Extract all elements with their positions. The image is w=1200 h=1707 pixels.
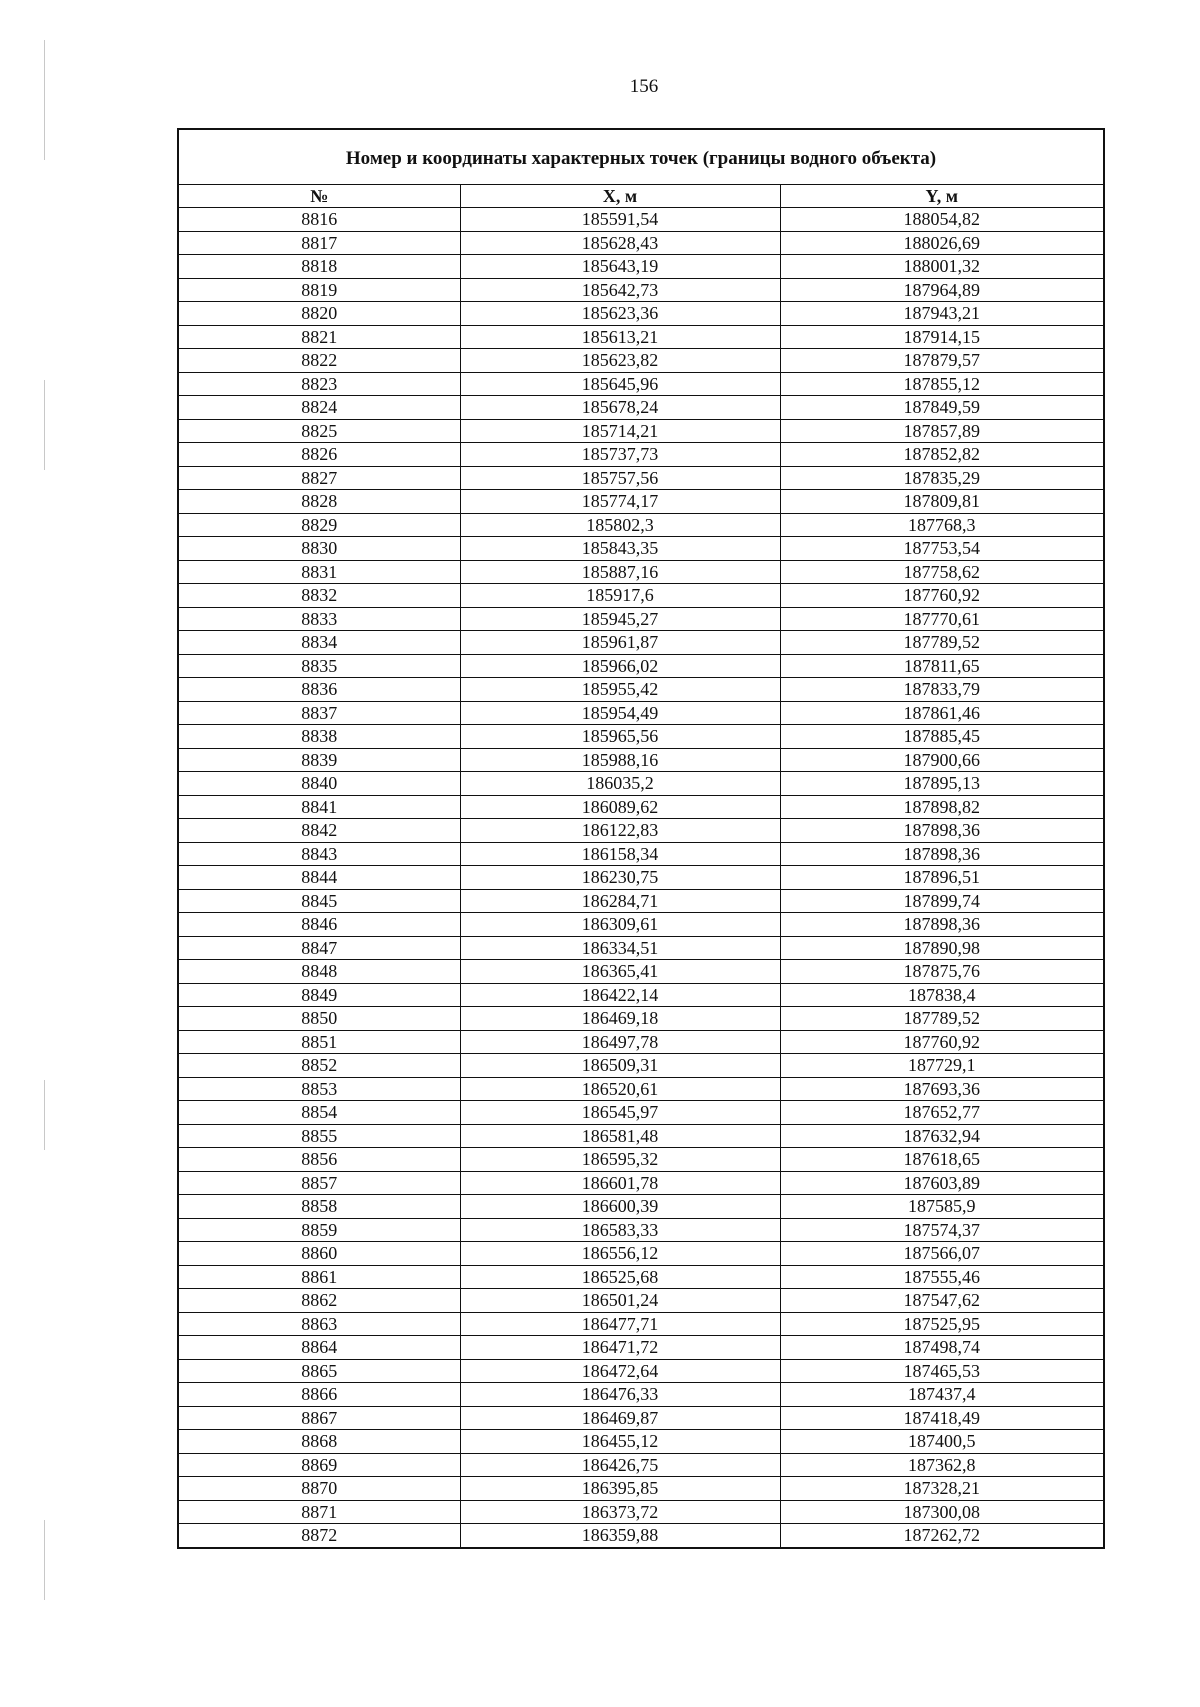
y-coordinate-cell: 187566,07 — [780, 1242, 1104, 1266]
table-row — [178, 466, 1104, 490]
table-row — [178, 1265, 1104, 1289]
x-coordinate-cell: 185802,3 — [460, 513, 780, 537]
x-coordinate-cell: 185642,73 — [460, 278, 780, 302]
table-header-row — [178, 185, 1104, 208]
y-coordinate-cell: 187898,82 — [780, 795, 1104, 819]
table-row — [178, 513, 1104, 537]
x-coordinate-cell: 186471,72 — [460, 1336, 780, 1360]
table-row — [178, 1007, 1104, 1031]
x-coordinate-cell: 185623,36 — [460, 302, 780, 326]
y-coordinate-cell: 187900,66 — [780, 748, 1104, 772]
table-row — [178, 960, 1104, 984]
y-coordinate-cell: 187574,37 — [780, 1218, 1104, 1242]
x-coordinate-cell: 186373,72 — [460, 1500, 780, 1524]
y-coordinate-cell: 187896,51 — [780, 866, 1104, 890]
x-coordinate-cell: 185628,43 — [460, 231, 780, 255]
table-row — [178, 772, 1104, 796]
y-coordinate-cell: 187811,65 — [780, 654, 1104, 678]
y-coordinate-cell: 187849,59 — [780, 396, 1104, 420]
y-coordinate-cell: 187693,36 — [780, 1077, 1104, 1101]
table-row — [178, 372, 1104, 396]
y-coordinate-cell: 187400,5 — [780, 1430, 1104, 1454]
y-coordinate-cell: 187555,46 — [780, 1265, 1104, 1289]
x-coordinate-cell: 186230,75 — [460, 866, 780, 890]
y-coordinate-cell: 187809,81 — [780, 490, 1104, 514]
table-row — [178, 396, 1104, 420]
point-number-cell: 8839 — [178, 748, 460, 772]
point-number-cell: 8851 — [178, 1030, 460, 1054]
x-coordinate-cell: 186476,33 — [460, 1383, 780, 1407]
y-coordinate-cell: 187328,21 — [780, 1477, 1104, 1501]
y-coordinate-cell: 187833,79 — [780, 678, 1104, 702]
x-coordinate-cell: 186501,24 — [460, 1289, 780, 1313]
y-coordinate-cell: 187875,76 — [780, 960, 1104, 984]
point-number-cell: 8833 — [178, 607, 460, 631]
point-number-cell: 8820 — [178, 302, 460, 326]
point-number-cell: 8867 — [178, 1406, 460, 1430]
x-coordinate-cell: 186472,64 — [460, 1359, 780, 1383]
y-coordinate-cell: 188026,69 — [780, 231, 1104, 255]
scan-artifact-line — [44, 40, 45, 160]
x-coordinate-cell: 185988,16 — [460, 748, 780, 772]
x-coordinate-cell: 186309,61 — [460, 913, 780, 937]
table-row — [178, 1171, 1104, 1195]
y-coordinate-cell: 187943,21 — [780, 302, 1104, 326]
point-number-cell: 8821 — [178, 325, 460, 349]
y-coordinate-cell: 187838,4 — [780, 983, 1104, 1007]
point-number-cell: 8847 — [178, 936, 460, 960]
point-number-cell: 8868 — [178, 1430, 460, 1454]
y-coordinate-cell: 187855,12 — [780, 372, 1104, 396]
point-number-cell: 8824 — [178, 396, 460, 420]
table-row — [178, 490, 1104, 514]
y-coordinate-cell: 187760,92 — [780, 1030, 1104, 1054]
table-row — [178, 725, 1104, 749]
point-number-cell: 8843 — [178, 842, 460, 866]
x-coordinate-cell: 185965,56 — [460, 725, 780, 749]
y-coordinate-cell: 187362,8 — [780, 1453, 1104, 1477]
point-number-cell: 8831 — [178, 560, 460, 584]
table-row — [178, 231, 1104, 255]
y-coordinate-cell: 187789,52 — [780, 631, 1104, 655]
table-row — [178, 842, 1104, 866]
point-number-cell: 8862 — [178, 1289, 460, 1313]
x-coordinate-cell: 186545,97 — [460, 1101, 780, 1125]
point-number-cell: 8866 — [178, 1383, 460, 1407]
scan-artifact-line — [44, 1520, 45, 1600]
point-number-cell: 8871 — [178, 1500, 460, 1524]
x-coordinate-cell: 185714,21 — [460, 419, 780, 443]
point-number-cell: 8836 — [178, 678, 460, 702]
y-coordinate-cell: 187885,45 — [780, 725, 1104, 749]
point-number-cell: 8861 — [178, 1265, 460, 1289]
table-caption-row — [178, 129, 1104, 185]
y-coordinate-cell: 187753,54 — [780, 537, 1104, 561]
x-coordinate-cell: 185917,6 — [460, 584, 780, 608]
table-body — [178, 208, 1104, 1548]
table-caption: Номер и координаты характерных точек (границы водного объекта) — [178, 129, 1104, 185]
x-coordinate-cell: 186422,14 — [460, 983, 780, 1007]
y-coordinate-cell: 187465,53 — [780, 1359, 1104, 1383]
point-number-cell: 8818 — [178, 255, 460, 279]
scan-artifact-line — [44, 1080, 45, 1150]
x-coordinate-cell: 185774,17 — [460, 490, 780, 514]
x-coordinate-cell: 185623,82 — [460, 349, 780, 373]
point-number-cell: 8854 — [178, 1101, 460, 1125]
table-row — [178, 302, 1104, 326]
table-row — [178, 1336, 1104, 1360]
table-row — [178, 349, 1104, 373]
y-coordinate-cell: 187857,89 — [780, 419, 1104, 443]
point-number-cell: 8817 — [178, 231, 460, 255]
table-row — [178, 584, 1104, 608]
point-number-cell: 8842 — [178, 819, 460, 843]
x-coordinate-cell: 186334,51 — [460, 936, 780, 960]
y-coordinate-cell: 187770,61 — [780, 607, 1104, 631]
x-coordinate-cell: 186595,32 — [460, 1148, 780, 1172]
x-coordinate-cell: 186469,87 — [460, 1406, 780, 1430]
point-number-cell: 8850 — [178, 1007, 460, 1031]
y-coordinate-cell: 187300,08 — [780, 1500, 1104, 1524]
table-row — [178, 1054, 1104, 1078]
point-number-cell: 8826 — [178, 443, 460, 467]
point-number-cell: 8823 — [178, 372, 460, 396]
y-coordinate-cell: 187760,92 — [780, 584, 1104, 608]
table-row — [178, 795, 1104, 819]
point-number-cell: 8837 — [178, 701, 460, 725]
x-coordinate-cell: 185678,24 — [460, 396, 780, 420]
table-row — [178, 1218, 1104, 1242]
y-coordinate-cell: 187525,95 — [780, 1312, 1104, 1336]
x-coordinate-cell: 186426,75 — [460, 1453, 780, 1477]
x-coordinate-cell: 186284,71 — [460, 889, 780, 913]
table-row — [178, 1148, 1104, 1172]
y-coordinate-cell: 187498,74 — [780, 1336, 1104, 1360]
point-number-cell: 8848 — [178, 960, 460, 984]
x-coordinate-cell: 186583,33 — [460, 1218, 780, 1242]
y-coordinate-cell: 187914,15 — [780, 325, 1104, 349]
table-row — [178, 631, 1104, 655]
x-coordinate-cell: 185954,49 — [460, 701, 780, 725]
x-coordinate-cell: 186520,61 — [460, 1077, 780, 1101]
x-coordinate-cell: 185643,19 — [460, 255, 780, 279]
point-number-cell: 8852 — [178, 1054, 460, 1078]
x-coordinate-cell: 186525,68 — [460, 1265, 780, 1289]
point-number-cell: 8832 — [178, 584, 460, 608]
point-number-cell: 8819 — [178, 278, 460, 302]
table-row — [178, 936, 1104, 960]
point-number-cell: 8841 — [178, 795, 460, 819]
x-coordinate-cell: 185887,16 — [460, 560, 780, 584]
point-number-cell: 8816 — [178, 208, 460, 232]
x-coordinate-cell: 186035,2 — [460, 772, 780, 796]
point-number-cell: 8865 — [178, 1359, 460, 1383]
table-row — [178, 748, 1104, 772]
table-row — [178, 1359, 1104, 1383]
point-number-cell: 8869 — [178, 1453, 460, 1477]
point-number-cell: 8822 — [178, 349, 460, 373]
x-coordinate-cell: 185645,96 — [460, 372, 780, 396]
x-coordinate-cell: 186477,71 — [460, 1312, 780, 1336]
table-row — [178, 701, 1104, 725]
header-number: № — [178, 185, 460, 208]
scan-artifact-line — [44, 380, 45, 470]
table-row — [178, 255, 1104, 279]
x-coordinate-cell: 186556,12 — [460, 1242, 780, 1266]
x-coordinate-cell: 186497,78 — [460, 1030, 780, 1054]
table-row — [178, 1453, 1104, 1477]
point-number-cell: 8840 — [178, 772, 460, 796]
x-coordinate-cell: 185945,27 — [460, 607, 780, 631]
y-coordinate-cell: 187652,77 — [780, 1101, 1104, 1125]
x-coordinate-cell: 186601,78 — [460, 1171, 780, 1195]
table-row — [178, 1500, 1104, 1524]
point-number-cell: 8838 — [178, 725, 460, 749]
table-row — [178, 443, 1104, 467]
x-coordinate-cell: 185966,02 — [460, 654, 780, 678]
x-coordinate-cell: 185591,54 — [460, 208, 780, 232]
point-number-cell: 8844 — [178, 866, 460, 890]
point-number-cell: 8857 — [178, 1171, 460, 1195]
point-number-cell: 8859 — [178, 1218, 460, 1242]
table-row — [178, 419, 1104, 443]
x-coordinate-cell: 186158,34 — [460, 842, 780, 866]
y-coordinate-cell: 187618,65 — [780, 1148, 1104, 1172]
y-coordinate-cell: 187603,89 — [780, 1171, 1104, 1195]
y-coordinate-cell: 187789,52 — [780, 1007, 1104, 1031]
y-coordinate-cell: 187879,57 — [780, 349, 1104, 373]
table-row — [178, 560, 1104, 584]
table-row — [178, 1406, 1104, 1430]
table-row — [178, 278, 1104, 302]
table-row — [178, 913, 1104, 937]
x-coordinate-cell: 185955,42 — [460, 678, 780, 702]
y-coordinate-cell: 187418,49 — [780, 1406, 1104, 1430]
x-coordinate-cell: 186365,41 — [460, 960, 780, 984]
table-row — [178, 1101, 1104, 1125]
point-number-cell: 8825 — [178, 419, 460, 443]
x-coordinate-cell: 185737,73 — [460, 443, 780, 467]
x-coordinate-cell: 185613,21 — [460, 325, 780, 349]
point-number-cell: 8872 — [178, 1524, 460, 1548]
point-number-cell: 8853 — [178, 1077, 460, 1101]
table-row — [178, 208, 1104, 232]
y-coordinate-cell: 187547,62 — [780, 1289, 1104, 1313]
y-coordinate-cell: 187898,36 — [780, 913, 1104, 937]
point-number-cell: 8856 — [178, 1148, 460, 1172]
y-coordinate-cell: 187768,3 — [780, 513, 1104, 537]
y-coordinate-cell: 187632,94 — [780, 1124, 1104, 1148]
x-coordinate-cell: 185843,35 — [460, 537, 780, 561]
y-coordinate-cell: 187899,74 — [780, 889, 1104, 913]
point-number-cell: 8828 — [178, 490, 460, 514]
point-number-cell: 8846 — [178, 913, 460, 937]
x-coordinate-cell: 186395,85 — [460, 1477, 780, 1501]
table-row — [178, 537, 1104, 561]
y-coordinate-cell: 187890,98 — [780, 936, 1104, 960]
point-number-cell: 8834 — [178, 631, 460, 655]
point-number-cell: 8849 — [178, 983, 460, 1007]
table-row — [178, 607, 1104, 631]
x-coordinate-cell: 186469,18 — [460, 1007, 780, 1031]
point-number-cell: 8829 — [178, 513, 460, 537]
x-coordinate-cell: 185961,87 — [460, 631, 780, 655]
y-coordinate-cell: 187964,89 — [780, 278, 1104, 302]
point-number-cell: 8860 — [178, 1242, 460, 1266]
y-coordinate-cell: 187758,62 — [780, 560, 1104, 584]
y-coordinate-cell: 187895,13 — [780, 772, 1104, 796]
table-row — [178, 1077, 1104, 1101]
x-coordinate-cell: 186509,31 — [460, 1054, 780, 1078]
x-coordinate-cell: 186581,48 — [460, 1124, 780, 1148]
table-row — [178, 1430, 1104, 1454]
point-number-cell: 8830 — [178, 537, 460, 561]
point-number-cell: 8864 — [178, 1336, 460, 1360]
y-coordinate-cell: 188001,32 — [780, 255, 1104, 279]
table-row — [178, 654, 1104, 678]
x-coordinate-cell: 186455,12 — [460, 1430, 780, 1454]
coordinates-table — [177, 128, 1105, 1549]
x-coordinate-cell: 186089,62 — [460, 795, 780, 819]
page-number: 156 — [629, 76, 659, 97]
point-number-cell: 8858 — [178, 1195, 460, 1219]
table-row — [178, 1289, 1104, 1313]
table-row — [178, 1030, 1104, 1054]
table-row — [178, 1524, 1104, 1548]
y-coordinate-cell: 187729,1 — [780, 1054, 1104, 1078]
point-number-cell: 8863 — [178, 1312, 460, 1336]
table-row — [178, 889, 1104, 913]
table-row — [178, 325, 1104, 349]
table-row — [178, 1242, 1104, 1266]
table-row — [178, 1477, 1104, 1501]
header-y: Y, м — [780, 185, 1104, 208]
table-row — [178, 866, 1104, 890]
y-coordinate-cell: 187898,36 — [780, 819, 1104, 843]
x-coordinate-cell: 186600,39 — [460, 1195, 780, 1219]
y-coordinate-cell: 187437,4 — [780, 1383, 1104, 1407]
point-number-cell: 8845 — [178, 889, 460, 913]
y-coordinate-cell: 187852,82 — [780, 443, 1104, 467]
x-coordinate-cell: 185757,56 — [460, 466, 780, 490]
point-number-cell: 8835 — [178, 654, 460, 678]
y-coordinate-cell: 187262,72 — [780, 1524, 1104, 1548]
point-number-cell: 8827 — [178, 466, 460, 490]
y-coordinate-cell: 187585,9 — [780, 1195, 1104, 1219]
x-coordinate-cell: 186359,88 — [460, 1524, 780, 1548]
table-row — [178, 1195, 1104, 1219]
header-x: X, м — [460, 185, 780, 208]
table-row — [178, 1124, 1104, 1148]
y-coordinate-cell: 187898,36 — [780, 842, 1104, 866]
table-row — [178, 983, 1104, 1007]
point-number-cell: 8855 — [178, 1124, 460, 1148]
table-row — [178, 1383, 1104, 1407]
table-row — [178, 1312, 1104, 1336]
y-coordinate-cell: 188054,82 — [780, 208, 1104, 232]
x-coordinate-cell: 186122,83 — [460, 819, 780, 843]
point-number-cell: 8870 — [178, 1477, 460, 1501]
table-row — [178, 678, 1104, 702]
y-coordinate-cell: 187861,46 — [780, 701, 1104, 725]
table-row — [178, 819, 1104, 843]
y-coordinate-cell: 187835,29 — [780, 466, 1104, 490]
